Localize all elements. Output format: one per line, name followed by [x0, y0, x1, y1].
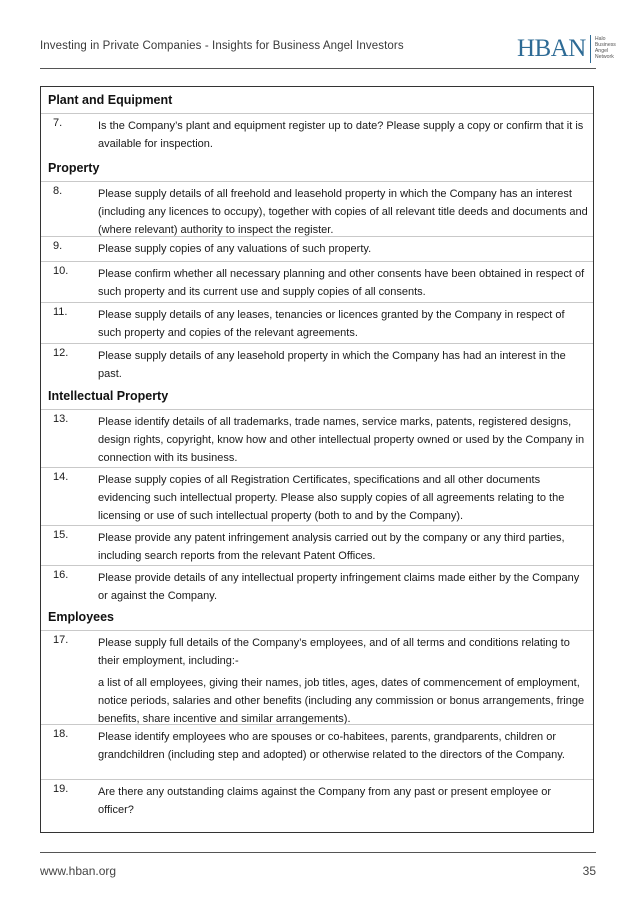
- logo-words: [595, 34, 616, 60]
- footer-divider: [40, 852, 596, 853]
- section-title-property: Property: [48, 161, 100, 175]
- header-title: Investing in Private Companies - Insights for Business Angel Investors: [40, 40, 404, 52]
- page-number: 35: [582, 864, 596, 878]
- item-number: 16.: [53, 569, 69, 581]
- item-number: 15.: [53, 529, 69, 541]
- section-title-intellectual-property: Intellectual Property: [48, 389, 169, 403]
- hban-logo: [517, 34, 616, 64]
- item-text: Please confirm whether all necessary planning and other consents have been obtained in respect of such property and its current use and supply copies of all consents.: [98, 268, 585, 298]
- header-divider: [40, 68, 596, 69]
- item-text: Please provide any patent infringement analysis carried out by the company or any third parties, including search reports from the relevant Patent Offices.: [98, 532, 565, 562]
- item-text: Please identify details of all trademarks, trade names, service marks, patents, registered designs, design rights, copyright, know how and other intellectual property owned or used by the Company in connection with its business.: [98, 416, 585, 464]
- list-item: [41, 630, 593, 725]
- logo-word: Halo: [594, 36, 606, 42]
- logo-word: Network: [594, 54, 614, 60]
- logo-word: Business: [594, 42, 616, 48]
- list-item: [41, 467, 593, 522]
- item-text: Please supply details of any leasehold property in which the Company has had an interest in the past.: [98, 350, 566, 380]
- item-text-main: Please supply full details of the Company’s employees, and of all terms and conditions relating to their employment, including:-: [98, 637, 570, 667]
- footer-url: www.hban.org: [40, 864, 117, 878]
- logo-divider: [590, 35, 591, 63]
- item-text: Please provide details of any intellectual property infringement claims made either by the Company or against the Company.: [98, 572, 580, 602]
- item-number: 10.: [53, 265, 69, 277]
- list-item: [41, 343, 593, 380]
- item-number: 12.: [53, 347, 69, 359]
- item-number: 14.: [53, 471, 69, 483]
- item-text: [98, 634, 588, 728]
- section-title-plant-and-equipment: Plant and Equipment: [48, 93, 173, 107]
- item-subtext: a list of all employees, giving their names, job titles, ages, dates of commencement of employment, notice periods, salaries and other benefits (including any commission or bonus arrangements, fringe benefits, share incentive and similar arrangements).: [98, 677, 585, 725]
- list-item: [41, 779, 593, 816]
- list-item: [41, 565, 593, 602]
- item-number: 8.: [53, 185, 63, 197]
- list-item: [41, 302, 593, 339]
- item-number: 17.: [53, 634, 69, 646]
- item-text: Please supply details of all freehold and leasehold property in which the Company has an interest (including any licences to occupy), together with copies of all relevant title deeds and documents and (where relevant) authority to inspect the register.: [98, 188, 588, 236]
- list-item: [41, 113, 593, 150]
- list-item: [41, 261, 593, 298]
- item-number: 18.: [53, 728, 69, 740]
- section-title-employees: Employees: [48, 610, 115, 624]
- list-item: [41, 409, 593, 464]
- content-box: [40, 86, 594, 833]
- item-text: Are there any outstanding claims against the Company from any past or present employee or officer?: [98, 786, 552, 816]
- item-number: 11.: [53, 306, 68, 318]
- item-text: Please supply details of any leases, tenancies or licences granted by the Company in respect of such property and copies of the relevant agreements.: [98, 309, 565, 339]
- item-text: Please supply copies of all Registration Certificates, specifications and all other documents evidencing such intellectual property. Please also supply copies of all agreements relating to the licensing or use of such intellectual property (both to and by the Company).: [98, 474, 565, 522]
- list-item: [41, 525, 593, 562]
- item-text: Please supply copies of any valuations of such property.: [98, 243, 372, 255]
- item-number: 19.: [53, 783, 69, 795]
- logo-word: Angel: [594, 48, 609, 54]
- list-item: [41, 181, 593, 236]
- list-item: [41, 236, 593, 255]
- item-number: 9.: [53, 240, 63, 252]
- item-text: Please identify employees who are spouses or co-habitees, parents, grandparents, children or grandchildren (including step and adopted) or otherwise related to the directors of the Company.: [98, 731, 565, 761]
- item-number: 7.: [53, 117, 63, 129]
- logo-mark: HBAN: [517, 35, 586, 62]
- list-item: [41, 724, 593, 761]
- item-text: Is the Company’s plant and equipment register up to date? Please supply a copy or confirm that it is available for inspection.: [98, 120, 584, 150]
- item-number: 13.: [53, 413, 69, 425]
